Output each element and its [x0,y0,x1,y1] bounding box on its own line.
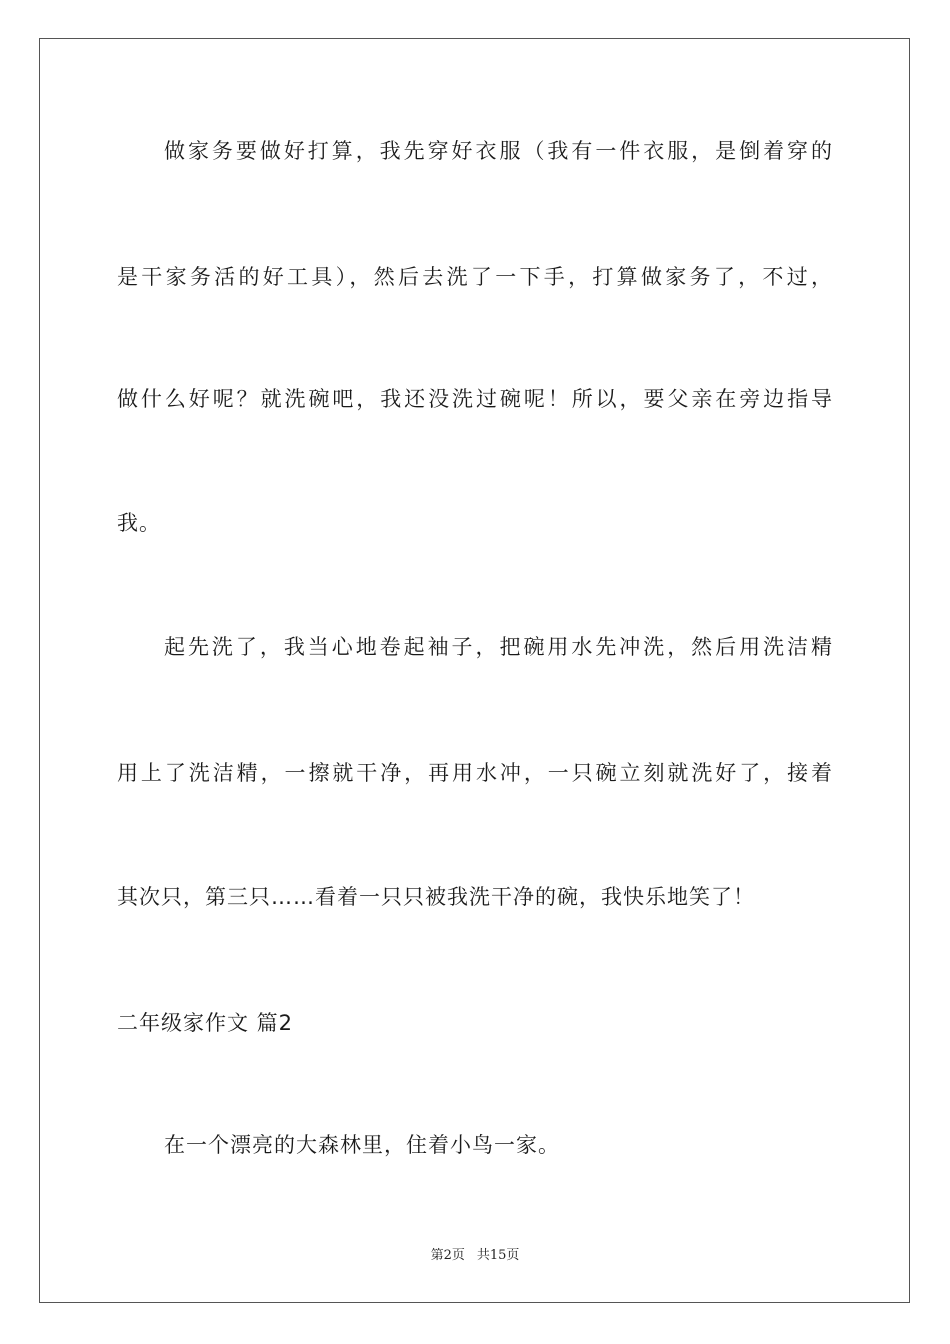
paragraph-line: 我。 [117,511,161,535]
page-footer [0,1246,950,1266]
paragraph-line: 起先洗了，我当心地卷起袖子，把碗用水先冲洗，然后用洗洁精 [164,635,833,659]
page-total: 共15页 [476,1248,520,1263]
page-number: 第2页 [430,1248,465,1263]
paragraph-line: 用上了洗洁精，一擦就干净，再用水冲，一只碗立刻就洗好了，接着 [117,761,833,785]
paragraph-line: 是干家务活的好工具），然后去洗了一下手，打算做家务了，不过， [117,265,833,289]
paragraph-line: 做什么好呢？就洗碗吧，我还没洗过碗呢！所以，要父亲在旁边指导 [117,387,833,411]
paragraph-line: 其次只，第三只……看着一只只被我洗干净的碗，我快乐地笑了！ [117,885,755,909]
section-heading: 二年级家作文 篇2 [117,1011,294,1035]
paragraph-line: 在一个漂亮的大森林里，住着小鸟一家。 [164,1133,560,1157]
paragraph-line: 做家务要做好打算，我先穿好衣服（我有一件衣服，是倒着穿的 [164,139,833,163]
page-border [39,38,910,1303]
